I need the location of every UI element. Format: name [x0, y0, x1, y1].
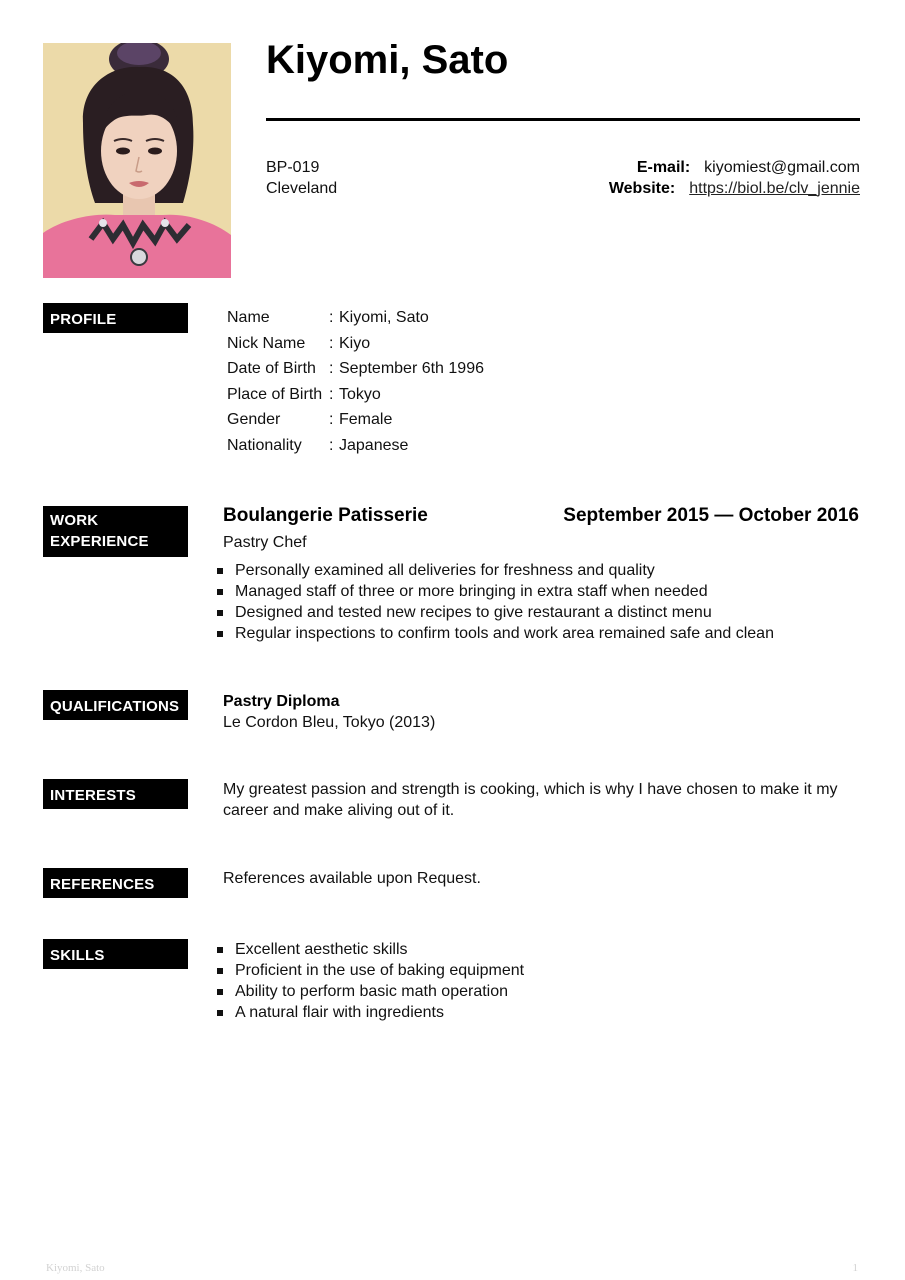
section-label-profile: PROFILE: [43, 303, 188, 333]
profile-key: Nick Name: [227, 334, 306, 352]
section-label-qualifications: QUALIFICATIONS: [43, 690, 188, 720]
list-item-text: Excellent aesthetic skills: [235, 941, 408, 958]
list-item-text: Designed and tested new recipes to give restaurant a distinct menu: [235, 604, 712, 621]
profile-table: [227, 305, 484, 459]
profile-row: [227, 382, 484, 408]
profile-value: Female: [339, 411, 393, 429]
qualification-institution: Le Cordon Bleu, Tokyo (2013): [223, 714, 436, 731]
profile-value: Kiyomi, Sato: [339, 309, 429, 326]
website-row: [609, 179, 860, 199]
title-divider: [266, 118, 860, 121]
profile-separator: :: [329, 411, 334, 429]
job-duties-list: [215, 560, 774, 644]
references-text: References available upon Request.: [223, 870, 481, 887]
list-item-text: Regular inspections to confirm tools and work area remained safe and clean: [235, 625, 774, 642]
profile-row: [227, 356, 484, 382]
profile-key: Nationality: [227, 436, 302, 454]
footer-name: Kiyomi, Sato: [46, 1262, 105, 1274]
profile-separator: :: [329, 436, 334, 454]
list-item: [215, 623, 774, 644]
profile-row: [227, 305, 484, 331]
bullet-square-icon: [217, 631, 223, 637]
email-row: [637, 158, 860, 178]
profile-separator: :: [329, 334, 334, 352]
profile-row: [227, 433, 484, 459]
interests-text: My greatest passion and strength is cooking, which is why I have chosen to make it my career and make aliving out of it.: [223, 781, 838, 819]
section-label-line: WORK: [50, 512, 99, 529]
profile-row: [227, 331, 484, 357]
bullet-square-icon: [217, 568, 223, 574]
skills-list: [215, 939, 524, 1023]
qualification-title: Pastry Diploma: [223, 693, 340, 710]
bullet-square-icon: [217, 1010, 223, 1016]
profile-value: Japanese: [339, 436, 409, 454]
bullet-square-icon: [217, 947, 223, 953]
candidate-name: Kiyomi, Sato: [266, 38, 509, 82]
profile-separator: :: [329, 360, 334, 378]
profile-value: September 6th 1996: [339, 360, 484, 378]
job-company: Boulangerie Patisserie: [223, 505, 428, 526]
profile-separator: :: [329, 385, 334, 403]
profile-key: Date of Birth: [227, 360, 316, 378]
list-item: [215, 939, 524, 960]
list-item-text: Ability to perform basic math operation: [235, 983, 509, 1000]
section-label-references: REFERENCES: [43, 868, 188, 898]
list-item-text: Proficient in the use of baking equipment: [235, 962, 525, 979]
profile-value: Kiyo: [339, 334, 371, 352]
list-item: [215, 581, 774, 602]
list-item: [215, 960, 524, 981]
website-label: Website:: [608, 180, 676, 197]
job-role: Pastry Chef: [223, 534, 307, 551]
list-item-text: A natural flair with ingredients: [235, 1004, 444, 1021]
job-dates: September 2015 — October 2016: [563, 505, 859, 526]
list-item: [215, 981, 524, 1002]
list-item: [215, 1002, 524, 1023]
address-line-1: BP-019: [266, 159, 320, 176]
profile-photo: [43, 43, 231, 278]
profile-row: [227, 407, 484, 433]
list-item: [215, 560, 774, 581]
profile-value: Tokyo: [339, 385, 381, 403]
profile-key: Name: [227, 309, 270, 326]
email-label: E-mail:: [636, 159, 691, 176]
list-item-text: Managed staff of three or more bringing in extra staff when needed: [235, 583, 708, 600]
profile-key: Gender: [227, 411, 281, 429]
bullet-square-icon: [217, 968, 223, 974]
section-label-interests: INTERESTS: [43, 779, 188, 809]
bullet-square-icon: [217, 989, 223, 995]
bullet-square-icon: [217, 589, 223, 595]
section-label-line: EXPERIENCE: [50, 533, 149, 550]
profile-key: Place of Birth: [227, 385, 323, 403]
section-label-skills: SKILLS: [43, 939, 188, 969]
email-value[interactable]: kiyomiest@gmail.com: [704, 159, 860, 176]
footer-page-number: 1: [852, 1262, 858, 1274]
list-item-text: Personally examined all deliveries for freshness and quality: [235, 562, 655, 579]
profile-separator: :: [329, 309, 334, 326]
list-item: [215, 602, 774, 623]
website-link[interactable]: https://biol.be/clv_jennie: [689, 180, 860, 197]
bullet-square-icon: [217, 610, 223, 616]
address-line-2: Cleveland: [266, 180, 338, 197]
section-label-work-experience: [43, 506, 188, 557]
